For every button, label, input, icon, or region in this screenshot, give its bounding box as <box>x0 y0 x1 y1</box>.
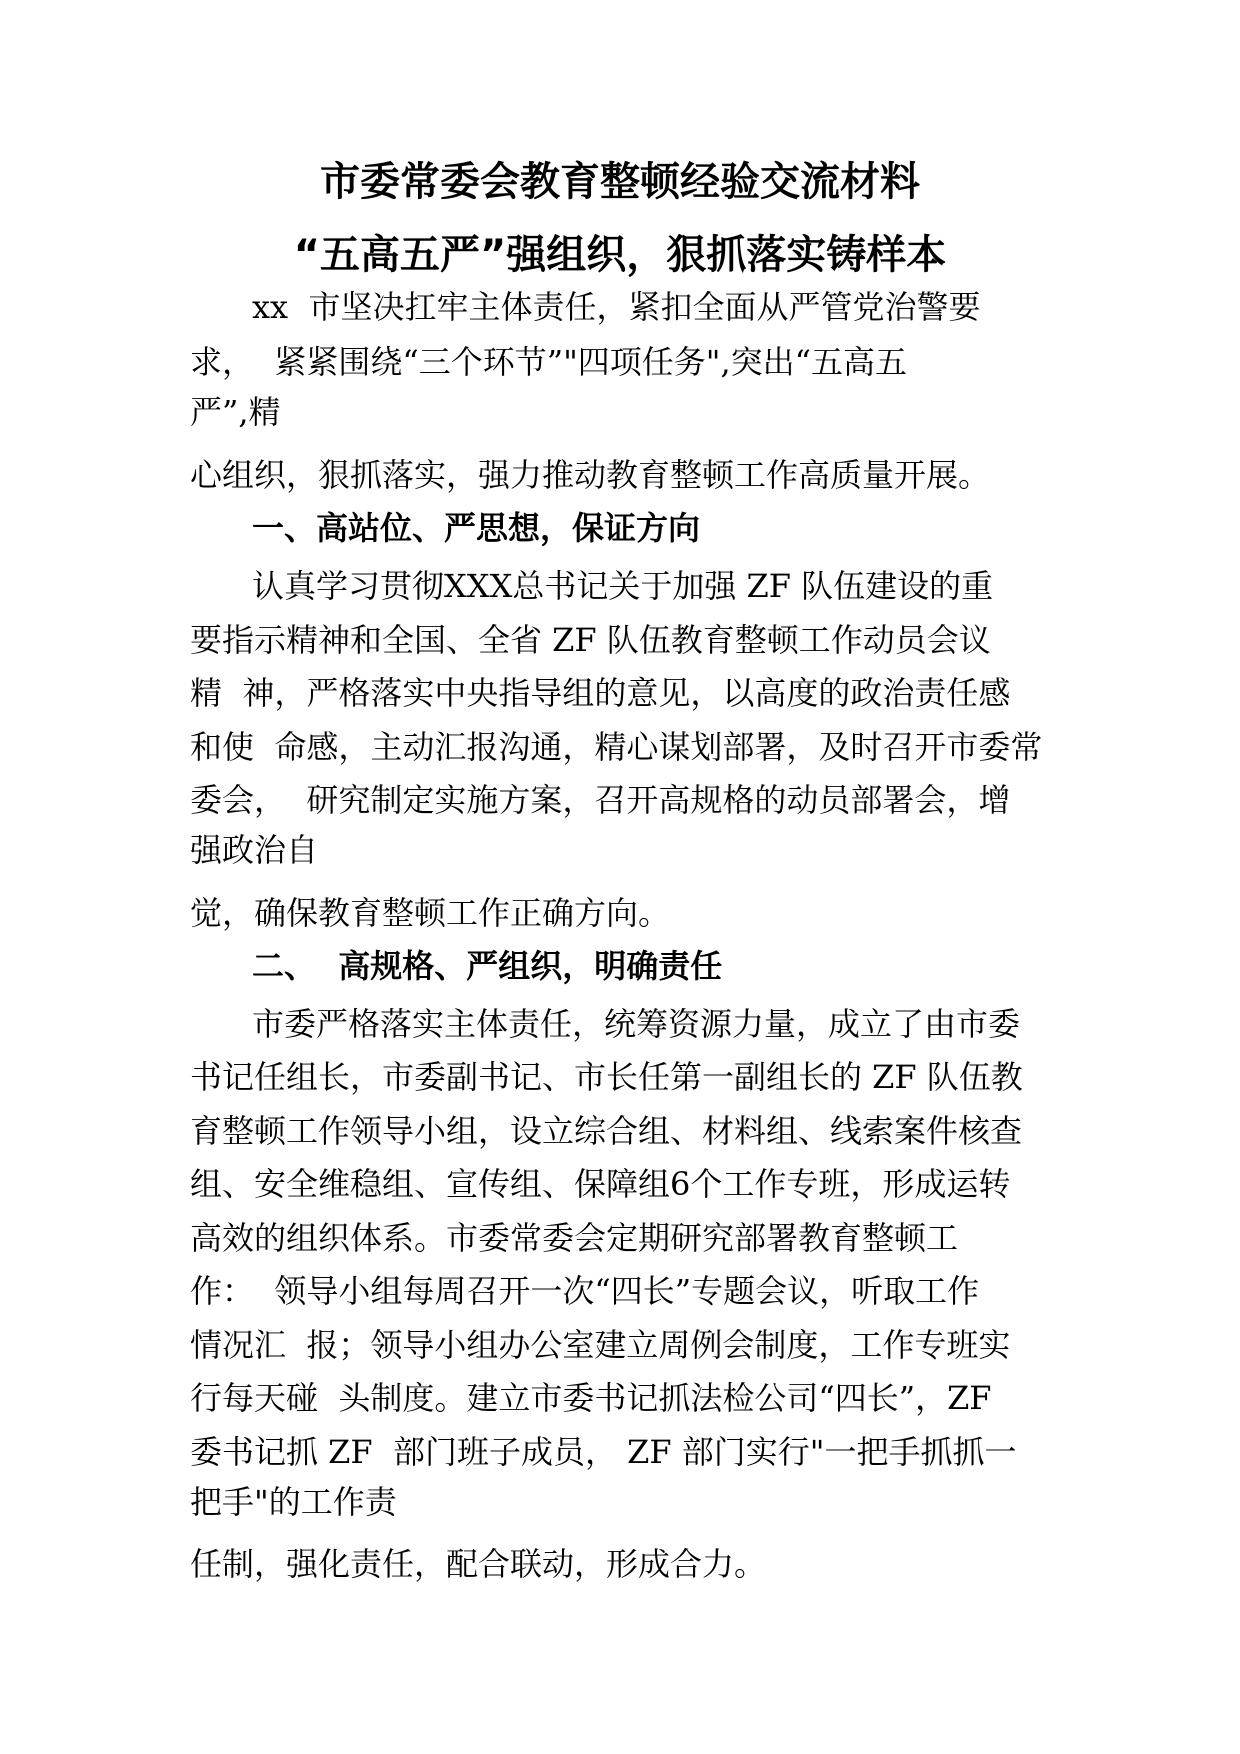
section-2-line: 情况汇 报；领导小组办公室建立周例会制度，工作专班实 <box>190 1326 1011 1364</box>
document-subtitle: “五高五严”强组织，狠抓落实铸样本 <box>293 232 947 278</box>
intro-line: 严”,精 <box>190 393 281 431</box>
section-1-line: 觉，确保教育整顿工作正确方向。 <box>190 894 671 932</box>
section-1-line: 强政治自 <box>190 831 319 869</box>
section-1-line: 委会， 研究制定实施方案，召开高规格的动员部署会，增 <box>190 781 1011 819</box>
section-2-line: 市委严格落实主体责任，统筹资源力量，成立了由市委 <box>252 1005 1021 1043</box>
section-2-line: 作： 领导小组每周召开一次“四长”专题会议，听取工作 <box>190 1272 980 1310</box>
section-2-line: 育整顿工作领导小组，设立综合组、材料组、线索案件核查 <box>190 1112 1023 1150</box>
section-2-line: 行每天碰 头制度。建立市委书记抓法检公司“四长”，ZF <box>190 1379 992 1417</box>
section-2-line: 把手"的工作责 <box>190 1483 397 1521</box>
section-2-line: 委书记抓 ZF 部门班子成员， ZF 部门实行"一把手抓抓一 <box>190 1433 1017 1471</box>
section-1-line: 精 神，严格落实中央指导组的意见，以高度的政治责任感 <box>190 674 1011 712</box>
section-2-line: 组、安全维稳组、宣传组、保障组6个工作专班，形成运转 <box>190 1165 1011 1203</box>
section-2-line: 高效的组织体系。市委常委会定期研究部署教育整顿工 <box>190 1219 959 1257</box>
section-1-line: 要指示精神和全国、全省 ZF 队伍教育整顿工作动员会议 <box>190 621 991 659</box>
section-1-line: 认真学习贯彻XXX总书记关于加强 ZF 队伍建设的重 <box>252 567 994 605</box>
section-1-line: 和使 命感，主动汇报沟通，精心谋划部署，及时召开市委常 <box>190 728 1043 766</box>
section-2-line: 任制，强化责任，配合联动，形成合力。 <box>190 1545 767 1583</box>
intro-line: 心组织，狠抓落实，强力推动教育整顿工作高质量开展。 <box>190 456 991 494</box>
document-title: 市委常委会教育整顿经验交流材料 <box>320 159 920 205</box>
section-2-line: 书记任组长，市委副书记、市长任第一副组长的 ZF 队伍教 <box>190 1058 1023 1096</box>
section-2-heading: 二、 高规格、严组织，明确责任 <box>252 947 723 985</box>
intro-line: xx 市坚决扛牢主体责任，紧扣全面从严管党治警要 <box>252 288 981 326</box>
section-1-heading: 一、高站位、严思想，保证方向 <box>252 509 701 547</box>
intro-line: 求， 紧紧围绕“三个环节”"四项任务",突出“五高五 <box>190 343 908 381</box>
